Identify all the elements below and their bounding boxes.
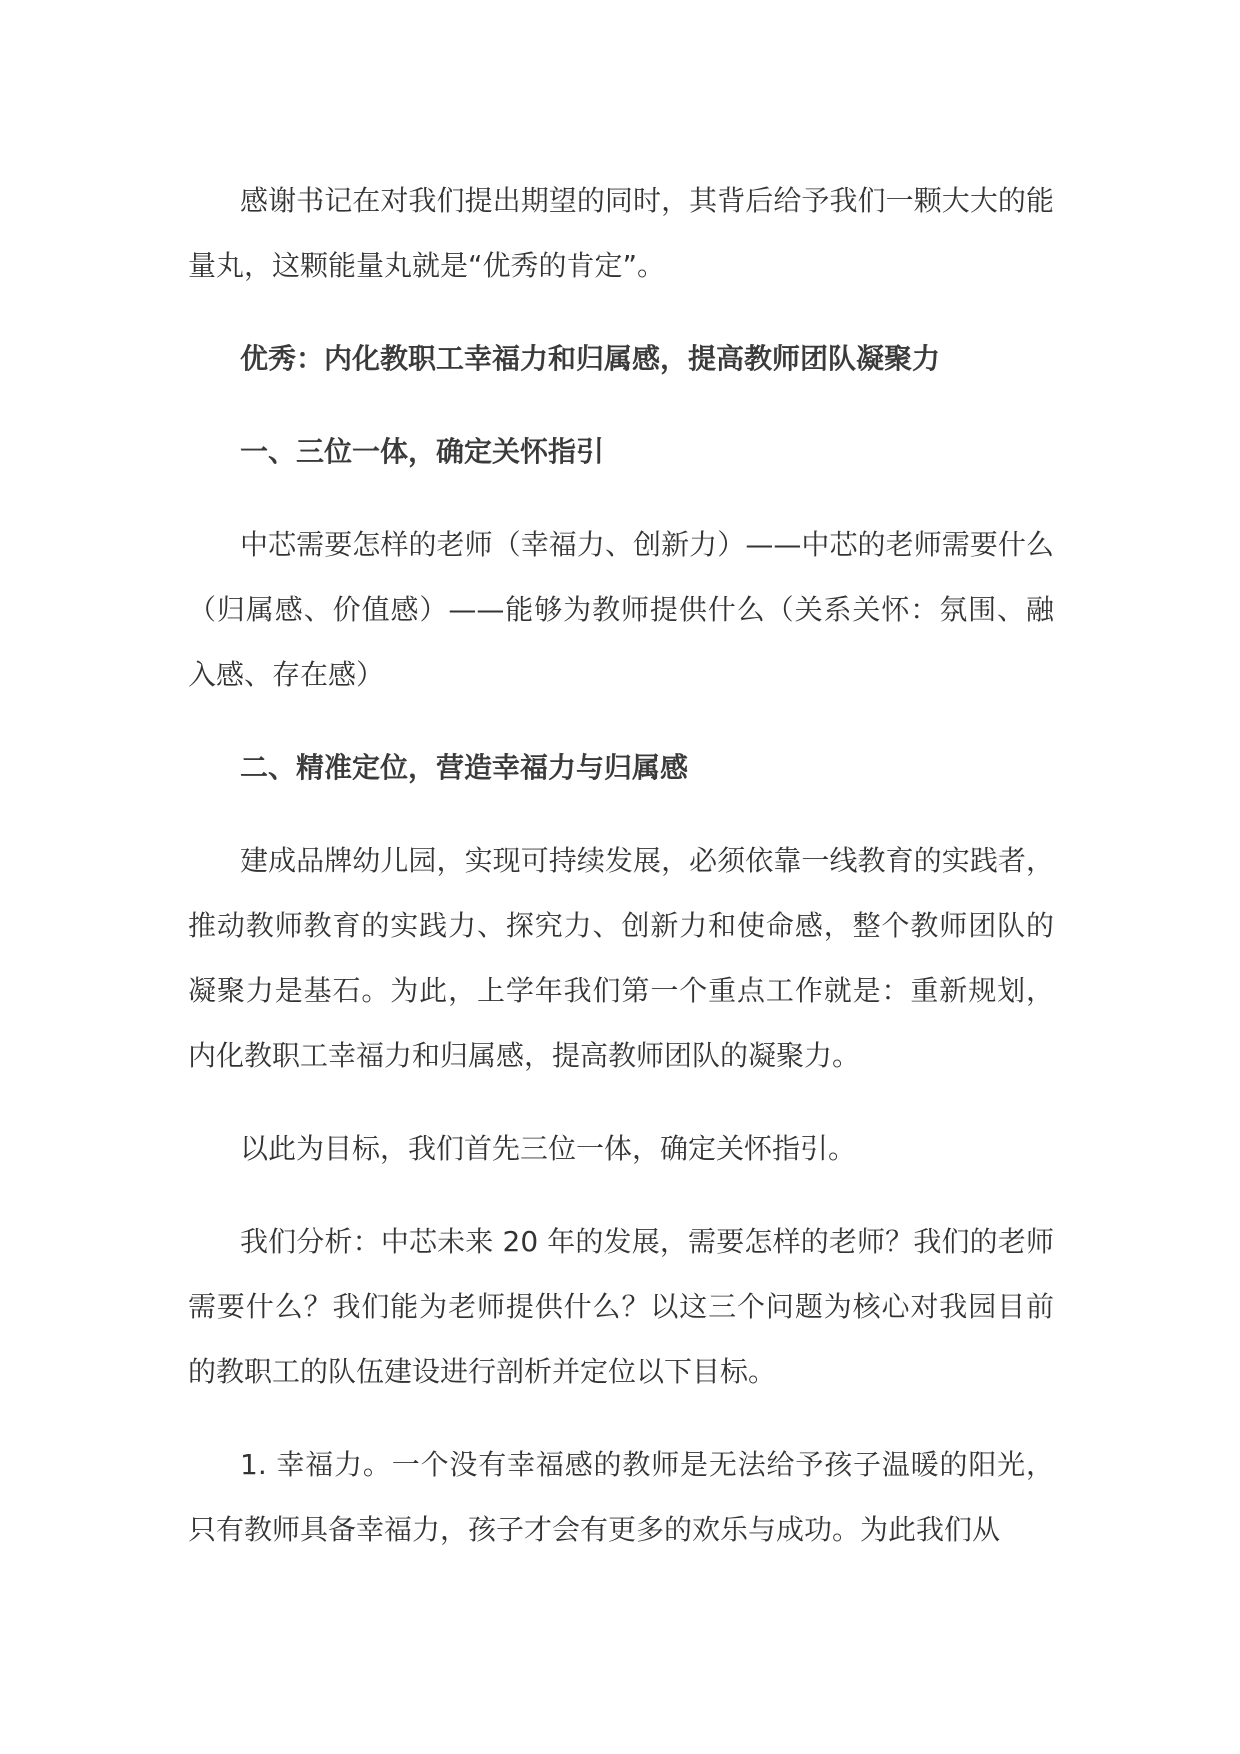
document-body (188, 168, 1054, 1590)
paragraph-happiness: 1. 幸福力。一个没有幸福感的教师是无法给予孩子温暖的阳光，只有教师具备幸福力，孩子才会有更多的欢乐与成功。为此我们从 (188, 1448, 1054, 1546)
paragraph-teacher-needs: 中芯需要怎样的老师（幸福力、创新力）——中芯的老师需要什么（归属感、价值感）——能够为教师提供什么（关系关怀：氛围、融入感、存在感） (188, 528, 1054, 691)
paragraph-analysis: 我们分析：中芯未来 20 年的发展，需要怎样的老师？我们的老师需要什么？我们能为老师提供什么？以这三个问题为核心对我园目前的教职工的队伍建设进行剖析并定位以下目标。 (188, 1225, 1054, 1388)
paragraph-brand-kindergarten: 建成品牌幼儿园，实现可持续发展，必须依靠一线教育的实践者，推动教师教育的实践力、探究力、创新力和使命感，整个教师团队的凝聚力是基石。为此，上学年我们第一个重点工作就是：重新规划，内化教职工幸福力和归属感，提高教师团队的凝聚力。 (188, 844, 1054, 1072)
paragraph-goal: 以此为目标，我们首先三位一体，确定关怀指引。 (240, 1132, 857, 1165)
paragraph-energy-pill: 感谢书记在对我们提出期望的同时，其背后给予我们一颗大大的能量丸，这颗能量丸就是“优秀的肯定”。 (188, 184, 1054, 282)
heading-excellence: 优秀：内化教职工幸福力和归属感，提高教师团队凝聚力 (240, 342, 941, 375)
heading-section-two: 二、精准定位，营造幸福力与归属感 (240, 751, 689, 784)
heading-section-one: 一、三位一体，确定关怀指引 (240, 435, 605, 468)
